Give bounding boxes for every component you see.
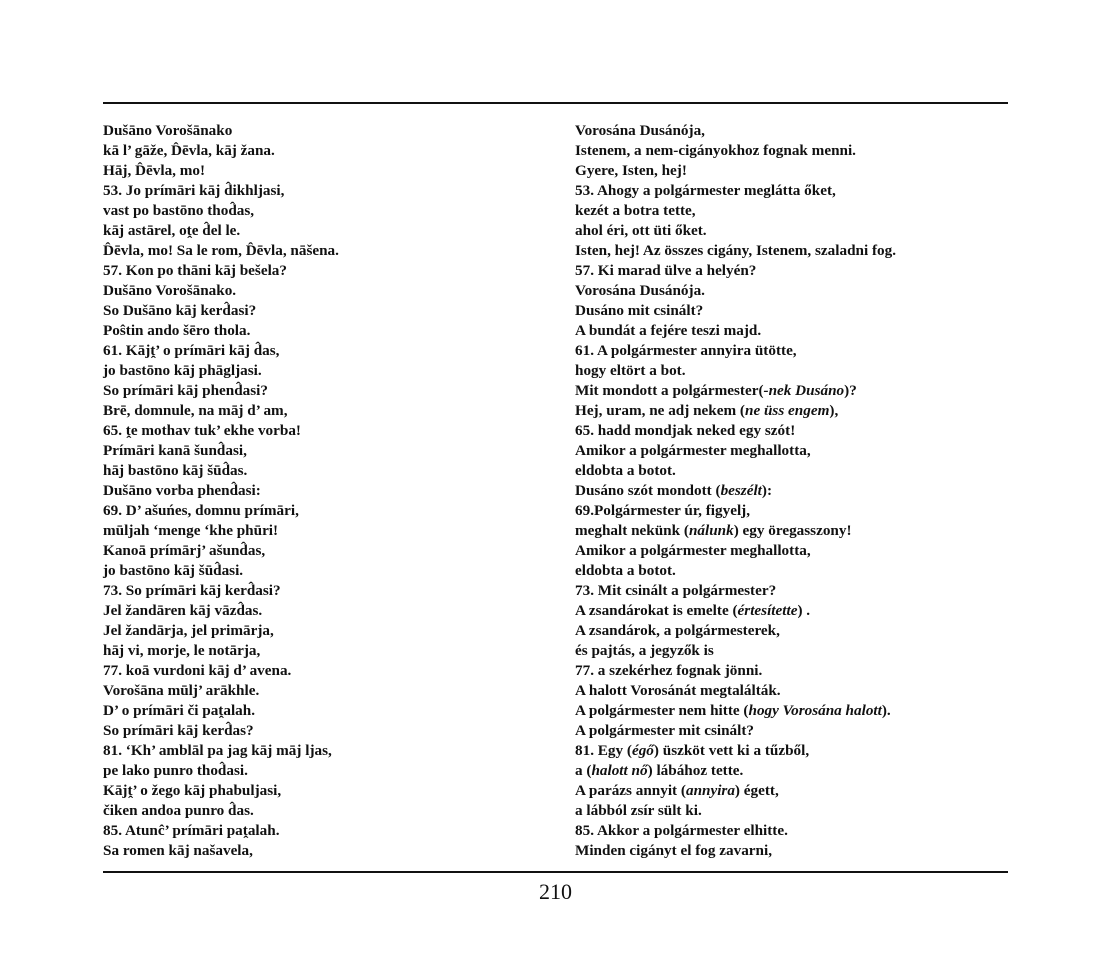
italic-gloss: nálunk — [688, 522, 734, 539]
line-text: kezét a botra tette, — [575, 202, 696, 219]
romani-line: 77. koā vurdoni kāj d’ avena. — [103, 662, 292, 679]
romani-column — [103, 121, 339, 861]
hungarian-line — [575, 781, 896, 801]
romani-line: hāj vi, morje, le notārja, — [103, 642, 261, 659]
line-text: Minden cigányt el fog zavarni, — [575, 842, 772, 859]
line-text: 69.Polgármester úr, figyelj, — [575, 502, 751, 519]
romani-line: 61. Kājṱ’ o prímāri kāj d̂as, — [103, 342, 280, 359]
line-text-after: ) . — [797, 602, 811, 619]
hungarian-line — [575, 501, 896, 521]
hungarian-line — [575, 801, 896, 821]
hungarian-line — [575, 201, 896, 221]
romani-line: jo bastōno kāj šūd̂asi. — [103, 562, 244, 579]
line-text: 65. hadd mondjak neked egy szót! — [575, 422, 796, 439]
line-text: A parázs annyit ( — [575, 782, 686, 799]
hungarian-line — [575, 521, 896, 541]
romani-line: kā l’ gāže, D̂ēvla, kāj žana. — [103, 142, 275, 159]
romani-line: mūljah ‘menge ‘khe phūri! — [103, 522, 279, 539]
line-text-after: ) egy öregasszony! — [733, 522, 852, 539]
line-text: 61. A polgármester annyira ütötte, — [575, 342, 797, 359]
italic-gloss: annyira — [685, 782, 735, 799]
line-text: A bundát a fejére teszi majd. — [575, 322, 762, 339]
romani-line: Jel žandāren kāj vāzd̂as. — [103, 602, 263, 619]
romani-line: čiken andoa punro d̂as. — [103, 802, 254, 819]
line-text: Dusáno szót mondott ( — [575, 482, 721, 499]
line-text: eldobta a botot. — [575, 462, 676, 479]
hungarian-line — [575, 401, 896, 421]
page-number: 210 — [539, 879, 572, 904]
hungarian-line — [575, 661, 896, 681]
hungarian-line — [575, 821, 896, 841]
hungarian-line — [575, 681, 896, 701]
line-text: Mit mondott a polgármester( — [575, 382, 764, 399]
romani-line: Brē, domnule, na māj d’ am, — [103, 402, 288, 419]
hungarian-line — [575, 221, 896, 241]
romani-line: Hāj, D̂ēvla, mo! — [103, 162, 206, 179]
line-text-after: ) lábához tette. — [647, 762, 744, 779]
line-text: A zsandárokat is emelte ( — [575, 602, 738, 619]
romani-line: 81. ‘Kh’ amblāl pa jag kāj māj ljas, — [103, 742, 332, 759]
line-text-after: ), — [829, 402, 839, 419]
line-text: 57. Ki marad ülve a helyén? — [575, 262, 757, 279]
hungarian-line — [575, 441, 896, 461]
hungarian-line — [575, 341, 896, 361]
line-text-after: )? — [844, 382, 857, 399]
line-text: Isten, hej! Az összes cigány, Istenem, szaladni fog. — [575, 242, 897, 259]
romani-line: Jel žandārja, jel primārja, — [103, 622, 274, 639]
line-text: Amikor a polgármester meghallotta, — [575, 542, 811, 559]
line-text: eldobta a botot. — [575, 562, 676, 579]
hungarian-line — [575, 461, 896, 481]
hungarian-line — [575, 381, 896, 401]
romani-line: D̂ēvla, mo! Sa le rom, D̂ēvla, nāšena. — [103, 242, 339, 259]
romani-line: So prímāri kāj phend̂asi? — [103, 382, 268, 399]
line-text: 77. a szekérhez fognak jönni. — [575, 662, 763, 679]
romani-line: vast po bastōno thod̂as, — [103, 202, 255, 219]
romani-line: 53. Jo prímāri kāj d̂ikhljasi, — [103, 182, 285, 199]
line-text: Vorosána Dusánója. — [575, 282, 705, 299]
romani-line: 65. ṱe mothav tuk’ ekhe vorba! — [103, 422, 301, 439]
hungarian-line — [575, 601, 896, 621]
line-text: A polgármester nem hitte ( — [575, 702, 749, 719]
romani-line: Kanoā prímārj’ ašund̂as, — [103, 542, 266, 559]
line-text: a ( — [575, 762, 592, 779]
line-text: Dusáno mit csinált? — [575, 302, 704, 319]
italic-gloss: ne üss engem — [745, 402, 830, 419]
line-text: és pajtás, a jegyzők is — [575, 642, 714, 659]
hungarian-line — [575, 141, 896, 161]
romani-line: hāj bastōno kāj šūd̂as. — [103, 462, 248, 479]
line-text: A halott Vorosánát megtalálták. — [575, 682, 781, 699]
hungarian-line — [575, 321, 896, 341]
romani-line: 69. D’ ašuńes, domnu prímāri, — [103, 502, 299, 519]
romani-line: jo bastōno kāj phāgljasi. — [103, 362, 262, 379]
hungarian-line — [575, 301, 896, 321]
line-text: A polgármester mit csinált? — [575, 722, 754, 739]
hungarian-column — [575, 121, 896, 861]
romani-line: Poŝtin ando šēro thola. — [103, 322, 251, 339]
bottom-rule — [103, 871, 1008, 873]
line-text: Amikor a polgármester meghallotta, — [575, 442, 811, 459]
hungarian-line — [575, 261, 896, 281]
hungarian-line — [575, 241, 896, 261]
romani-line: Kājṱ’ o žego kāj phabuljasi, — [103, 782, 282, 799]
romani-line: Vorošāna mūlj’ arākhle. — [103, 682, 260, 699]
line-text: 81. Egy ( — [575, 742, 632, 759]
romani-line: 85. Atunĉ’ prímāri paṱalah. — [103, 822, 280, 839]
hungarian-line — [575, 581, 896, 601]
line-text: hogy eltört a bot. — [575, 362, 686, 379]
romani-line: Dušāno Vorošānako. — [103, 282, 237, 299]
italic-gloss: halott nő — [591, 762, 648, 779]
line-text: Istenem, a nem-cigányokhoz fognak menni. — [575, 142, 856, 159]
hungarian-line — [575, 281, 896, 301]
romani-line: So prímāri kāj kerd̂as? — [103, 722, 254, 739]
line-text-after: ). — [881, 702, 891, 719]
romani-line: 57. Kon po thāni kāj bešela? — [103, 262, 287, 279]
hungarian-line — [575, 641, 896, 661]
italic-gloss: -nek Dusáno — [763, 382, 845, 399]
line-text-after: ) üszköt vett ki a tűzből, — [653, 742, 810, 759]
line-text: A zsandárok, a polgármesterek, — [575, 622, 780, 639]
italic-gloss: értesítette — [737, 602, 798, 619]
line-text: Gyere, Isten, hej! — [575, 162, 687, 179]
hungarian-line — [575, 701, 896, 721]
italic-gloss: égő — [631, 742, 654, 759]
hungarian-line — [575, 421, 896, 441]
line-text: meghalt nekünk ( — [575, 522, 689, 539]
romani-line: pe lako punro thod̂asi. — [103, 762, 248, 779]
hungarian-line — [575, 621, 896, 641]
hungarian-line — [575, 561, 896, 581]
hungarian-line — [575, 841, 896, 861]
hungarian-line — [575, 481, 896, 501]
hungarian-line — [575, 761, 896, 781]
hungarian-line — [575, 541, 896, 561]
hungarian-line — [575, 161, 896, 181]
italic-gloss: hogy Vorosána halott — [748, 702, 882, 719]
line-text: 85. Akkor a polgármester elhitte. — [575, 822, 788, 839]
italic-gloss: beszélt — [720, 482, 762, 499]
hungarian-line — [575, 721, 896, 741]
romani-line: Prímāri kanā šund̂asi, — [103, 442, 247, 459]
top-rule — [103, 102, 1008, 104]
line-text: 73. Mit csinált a polgármester? — [575, 582, 777, 599]
romani-line: 73. So prímāri kāj kerd̂asi? — [103, 582, 281, 599]
romani-line: Dušāno Vorošānako — [103, 122, 233, 139]
line-text: Vorosána Dusánója, — [575, 122, 705, 139]
romani-line: So Dušāno kāj kerd̂asi? — [103, 302, 257, 319]
line-text: 53. Ahogy a polgármester meglátta őket, — [575, 182, 836, 199]
hungarian-line — [575, 741, 896, 761]
hungarian-line — [575, 361, 896, 381]
hungarian-line — [575, 181, 896, 201]
romani-line: kāj astārel, oṱe d̂el le. — [103, 222, 241, 239]
romani-line: Sa romen kāj našavela, — [103, 842, 253, 859]
romani-line: Dušāno vorba phend̂asi: — [103, 482, 261, 499]
line-text-after: ) égett, — [734, 782, 779, 799]
line-text: Hej, uram, ne adj nekem ( — [575, 402, 745, 419]
romani-line: D’ o prímāri či paṱalah. — [103, 702, 256, 719]
line-text-after: ): — [761, 482, 773, 499]
line-text: ahol éri, ott üti őket. — [575, 222, 707, 239]
line-text: a lábból zsír sült ki. — [575, 802, 702, 819]
hungarian-line — [575, 121, 896, 141]
